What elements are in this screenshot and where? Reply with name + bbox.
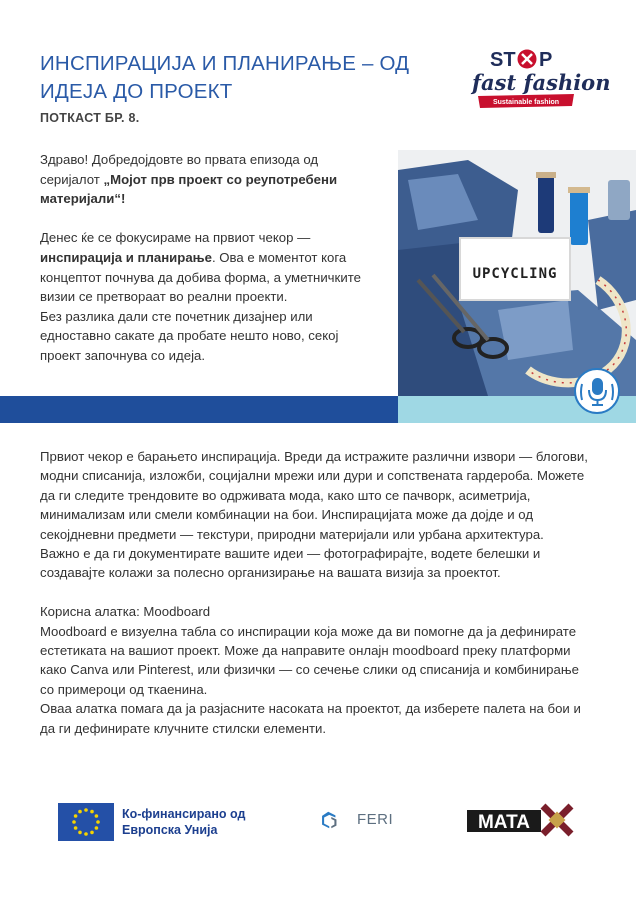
body-paragraph-2: Важно е да ги документирате вашите идеи — фотографирајте, водете белешки и создавајте колажи за полесно организирање на вашата визија за проектот. xyxy=(40,546,541,581)
body-paragraph-1: Првиот чекор е барањето инспирација. Вреди да истражите различни извори — блогови, модни списанија, изложби, социјални мрежи или дури и сопствената гардероба. Можете да ги следите трендовите во одрживата мода, како што се пачворк, асиметрија, минимализам или смели комбинации на бои. Инспирацијата може да дојде и од секојдневни предмети — текстури, природни материјали или урбана архитектура. xyxy=(40,449,588,542)
eu-cofunded-logo xyxy=(58,803,258,841)
intro-paragraph-3: Без разлика дали сте почетник дизајнер или едноставно сакате да пробате нешто ново, секој проект започнува со идеја. xyxy=(40,308,339,363)
stop-fast-fashion-logo xyxy=(468,44,611,116)
body-paragraph-4: Оваа алатка помага да ја разјасните насоката на проектот, да изберете палета на бои и да ги дефинирате клучните стилски елементи. xyxy=(40,701,581,736)
microphone-icon xyxy=(574,368,620,414)
upcycling-photo xyxy=(398,150,636,396)
intro-paragraph-1: Здраво! Добредојдовте во првата епизода од серијалот „Мојот прв проект со реупотребени материјали“! xyxy=(40,152,338,207)
eu-cofunded-text: Ко-финансирано од Европска Унија xyxy=(122,807,246,837)
logo-script-text: fast fashion xyxy=(472,70,611,95)
logo-text-p: P xyxy=(539,49,553,71)
feri-logo-text: FERI xyxy=(357,811,394,828)
body-text xyxy=(40,447,596,738)
upcycling-sign-text: UPCYCLING xyxy=(472,266,558,282)
intro-text xyxy=(40,150,380,366)
body-paragraph-3: Moodboard е визуелна табла со инспирации која може да ви помогне да ја дефинирате естетиката на вашиот проект. Може да направите онлајн moodboard преку платформи како Canva или Pinterest, или физички — со сечење слики од списанија и комбинирање со примероци од ткаенина. xyxy=(40,623,579,697)
logo-text-st: ST xyxy=(490,49,516,71)
feri-logo-icon xyxy=(320,802,356,836)
mata-logo xyxy=(467,804,571,836)
page-title: ИНСПИРАЦИЈА И ПЛАНИРАЊЕ – ОД ИДЕЈА ДО ПРОЕКТ xyxy=(40,52,410,103)
mata-logo-text: MATA xyxy=(477,812,531,833)
intro-paragraph-2: Денес ќе се фокусираме на првиот чекор — инспирација и планирање. Ова е моментот кога концептот почнува да добива форма, а уметничките визии се претвораат во реални проекти. xyxy=(40,230,361,305)
eu-flag-icon xyxy=(58,803,114,841)
tool-heading: Корисна алатка: Moodboard xyxy=(40,604,211,620)
podcast-number: ПОТКАСТ БР. 8. xyxy=(40,111,140,125)
logo-ribbon-text: Sustainable fashion xyxy=(492,99,560,106)
decorative-band-dark xyxy=(0,396,398,423)
